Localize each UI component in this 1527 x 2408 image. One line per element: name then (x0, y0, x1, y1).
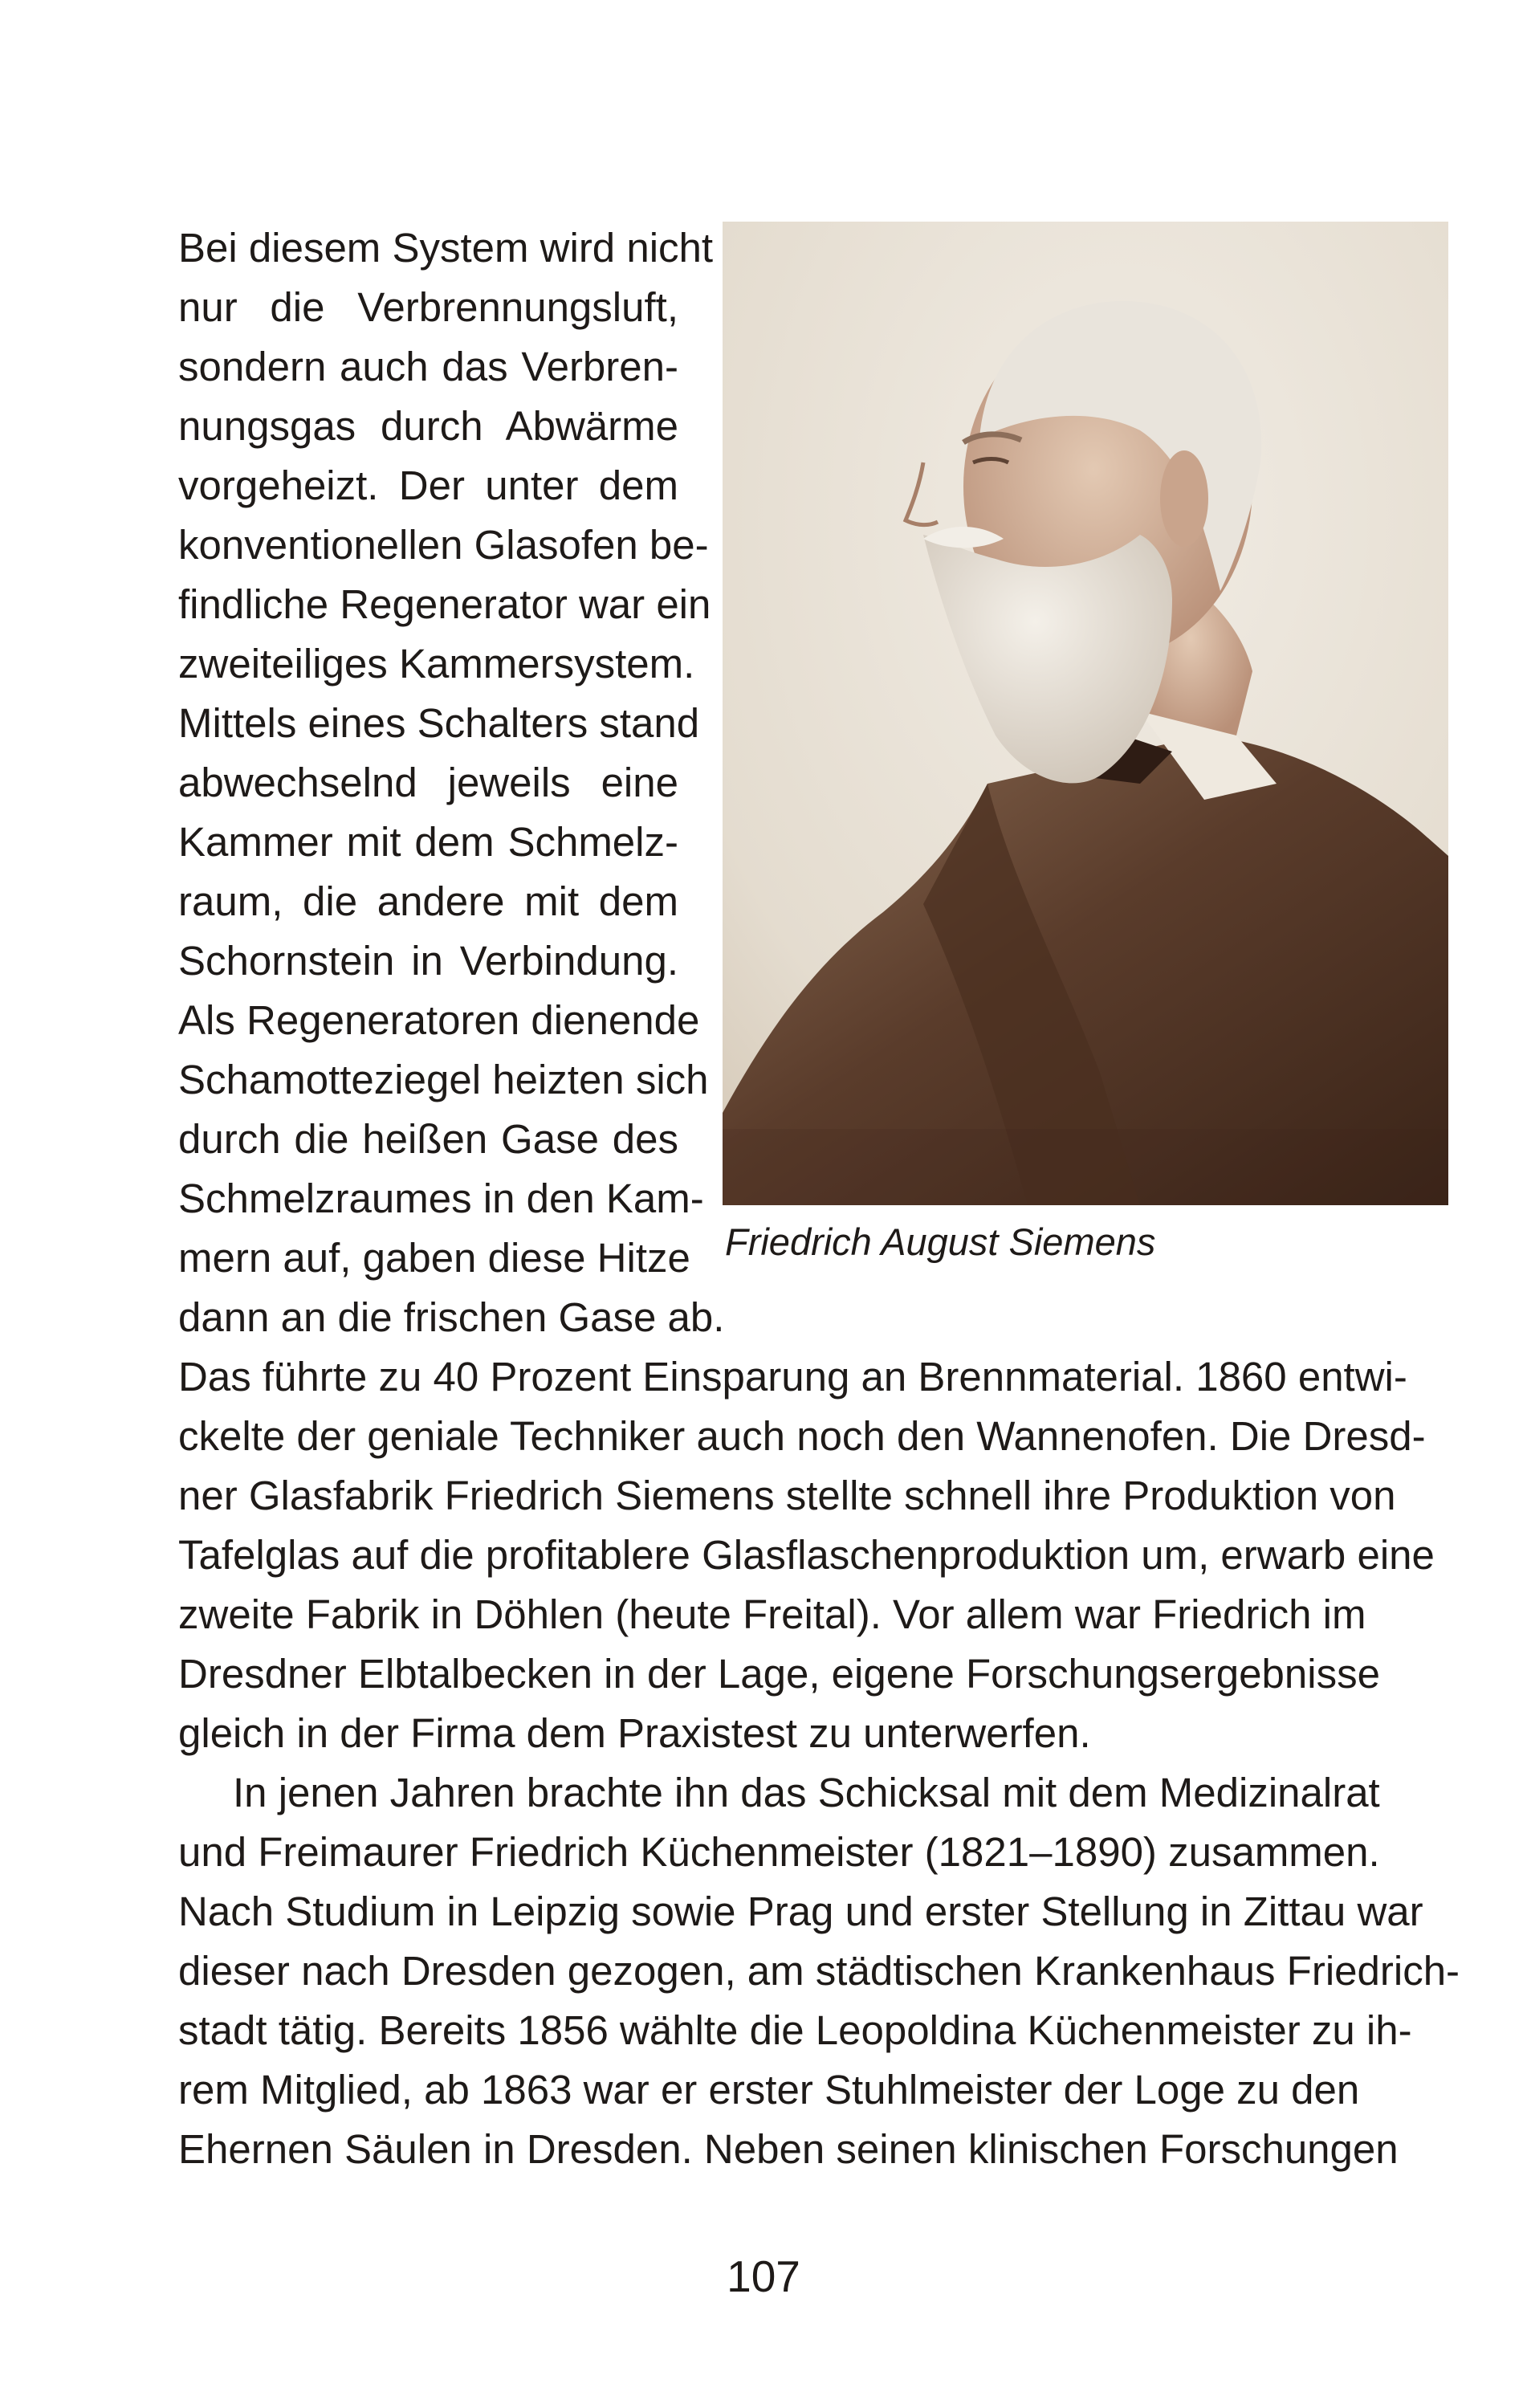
portrait-icon (723, 222, 1448, 1205)
body-line-13: rem Mitglied, ab 1863 war er erster Stuhlmeister der Loge zu den (178, 2067, 1360, 2113)
side-text-line-8: zweiteiliges Kammersystem. (178, 641, 695, 687)
body-line-3: ner Glasfabrik Friedrich Siemens stellte schnell ihre Produktion von (178, 1473, 1396, 1518)
side-text-line-14: Als Regeneratoren dienende (178, 997, 700, 1043)
body-line-14: Ehernen Säulen in Dresden. Neben seinen klinischen Forschungen (178, 2126, 1399, 2172)
body-line-4: Tafelglas auf die profitablere Glasflaschenproduktion um, erwarb eine (178, 1532, 1435, 1578)
side-text-line-4: nungsgas durch Abwärme (178, 403, 678, 449)
side-text-line-13: Schornstein in Verbindung. (178, 938, 678, 984)
side-text-line-3: sondern auch das Verbren- (178, 344, 678, 389)
side-text-line-16: durch die heißen Gase des (178, 1116, 678, 1162)
side-text-line-2: nur die Verbrennungsluft, (178, 284, 678, 330)
side-text-line-10: abwechselnd jeweils eine (178, 760, 678, 805)
photo-caption: Friedrich August Siemens (725, 1220, 1156, 1263)
body-line-10: Nach Studium in Leipzig sowie Prag und erster Stellung in Zittau war (178, 1889, 1423, 1934)
side-text-line-18: mern auf, gaben diese Hitze (178, 1235, 690, 1281)
side-text-line-19: dann an die frischen Gase ab. (178, 1294, 725, 1340)
side-text-line-15: Schamotteziegel heizten sich (178, 1057, 709, 1102)
side-text-line-1: Bei diesem System wird nicht (178, 225, 714, 271)
side-text-line-6: konventionellen Glasofen be- (178, 522, 709, 568)
body-line-12: stadt tätig. Bereits 1856 wählte die Leopoldina Küchenmeister zu ih- (178, 2007, 1412, 2053)
body-line-2: ckelte der geniale Techniker auch noch den Wannenofen. Die Dresd- (178, 1413, 1426, 1459)
body-line-7: gleich in der Firma dem Praxistest zu unterwerfen. (178, 1710, 1091, 1756)
side-text-line-11: Kammer mit dem Schmelz- (178, 819, 678, 865)
body-line-6: Dresdner Elbtalbecken in der Lage, eigene Forschungsergebnisse (178, 1651, 1380, 1697)
body-line-11: dieser nach Dresden gezogen, am städtischen Krankenhaus Friedrich- (178, 1948, 1460, 1994)
body-line-1: Das führte zu 40 Prozent Einsparung an Brennmaterial. 1860 entwi- (178, 1354, 1407, 1400)
side-text-line-17: Schmelzraumes in den Kam- (178, 1175, 704, 1221)
side-text-line-7: findliche Regenerator war ein (178, 581, 711, 627)
portrait-photo (723, 222, 1448, 1205)
side-text-line-5: vorgeheizt. Der unter dem (178, 462, 678, 508)
body-line-9: und Freimaurer Friedrich Küchenmeister (1821–1890) zusammen. (178, 1829, 1380, 1875)
side-text-line-12: raum, die andere mit dem (178, 878, 678, 924)
side-text-line-9: Mittels eines Schalters stand (178, 700, 700, 746)
body-line-5: zweite Fabrik in Döhlen (heute Freital). Vor allem war Friedrich im (178, 1591, 1366, 1637)
body-line-8: In jenen Jahren brachte ihn das Schicksal mit dem Medizinalrat (233, 1770, 1380, 1815)
page-number: 107 (727, 2251, 800, 2301)
